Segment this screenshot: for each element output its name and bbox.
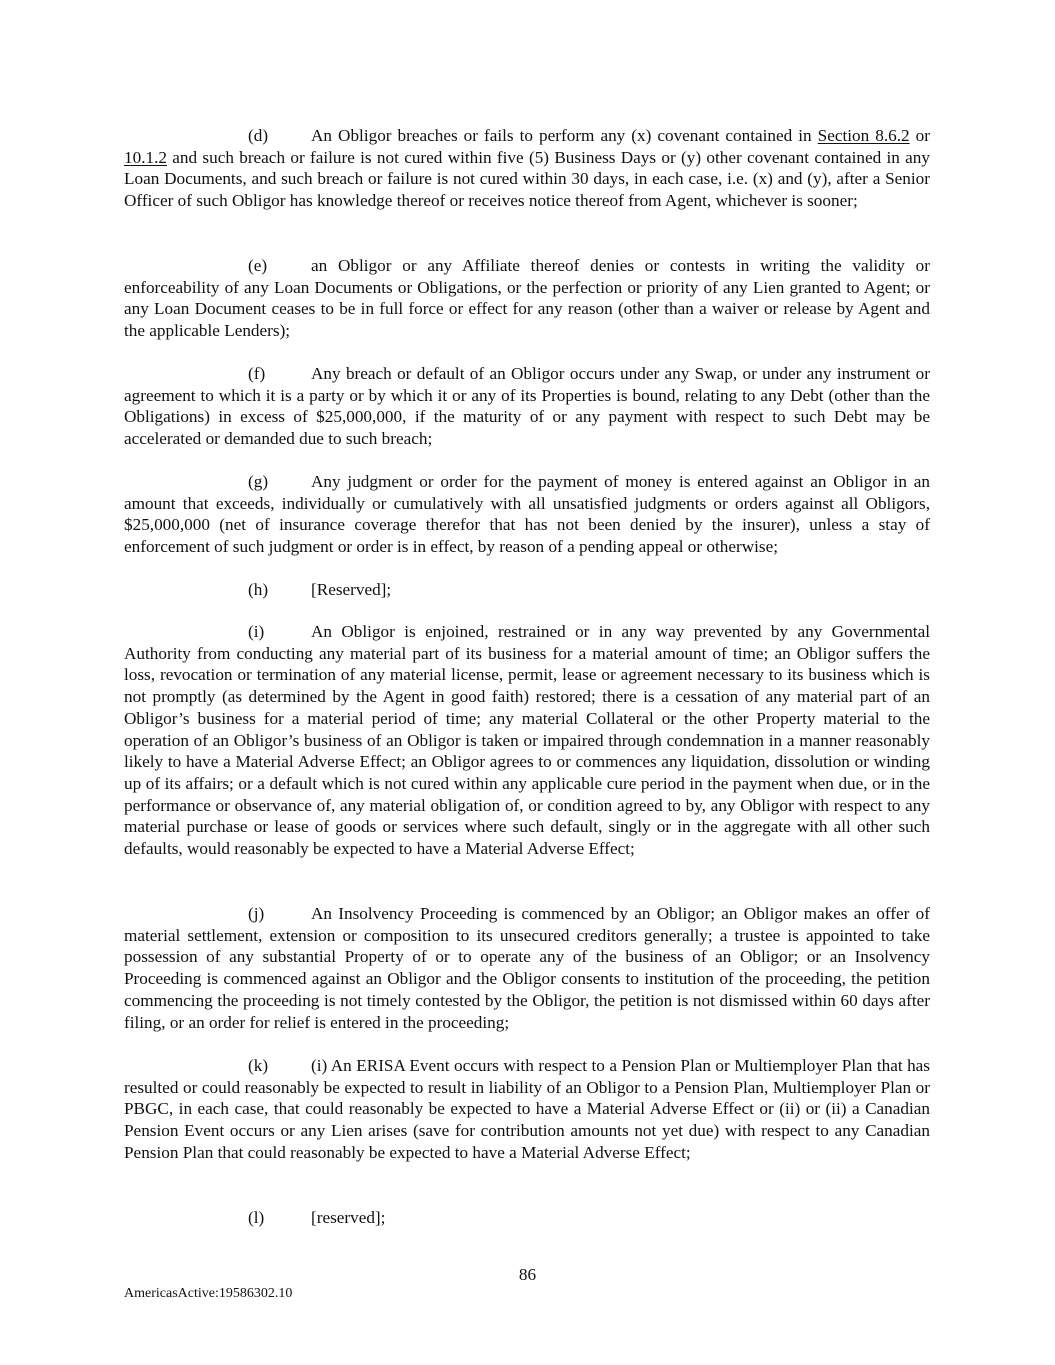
clause-j-text: An Insolvency Proceeding is commenced by an Obligor; an Obligor makes an offer of material settlement, extension or composition to its unsecured creditors generally; a trustee is appointed to take possession of any substantial Property of or to operate any of the business of an Obligor; or an Insolvency Proceeding is commenced against an Obligor and the Obligor consents to institution of the proceeding, the petition commencing the proceeding is not timely contested by the Obligor, the petition is not dismissed within 60 days after filing, or an order for relief is entered in the proceeding; — [124, 904, 930, 1032]
clause-d-text-1: An Obligor breaches or fails to perform any (x) covenant contained in — [311, 126, 818, 145]
clause-f-label: (f) — [248, 364, 266, 383]
clause-d-label: (d) — [248, 126, 269, 145]
section-10-1-2-reference: 10.1.2 — [124, 147, 167, 167]
clause-h-text: [Reserved]; — [311, 580, 392, 599]
clause-l-label: (l) — [248, 1208, 265, 1227]
clause-i-text: An Obligor is enjoined, restrained or in any way prevented by any Governmental Authority from conducting any material part of its business for a material amount of time; an Obligor suffers the loss, revocation or termination of any material license, permit, lease or agreement necessary to its business which is not promptly (as determined by the Agent in good faith) restored; there is a cessation of any material part of an Obligor’s business for a material period of time; any material Collateral or the other Property material to the operation of an Obligor’s business of an Obligor is taken or impaired through condemnation in a manner reasonably likely to have a Material Adverse Effect; an Obligor agrees to or commences any liquidation, dissolution or winding up of its affairs; or a default which is not cured within any applicable cure period in the payment when due, or in the performance or observance of, any material obligation of, or condition agreed to by, any Obligor with respect to any material purchase or lease of goods or services where such default, singly or in the aggregate with all other such defaults, would reasonably be expected to have a Material Adverse Effect; — [124, 622, 930, 859]
clause-j — [124, 903, 930, 1033]
clause-f — [124, 363, 930, 450]
clause-k — [124, 1055, 930, 1164]
clause-k-text: (i) An ERISA Event occurs with respect to a Pension Plan or Multiemployer Plan that has resulted or could reasonably be expected to result in liability of an Obligor to a Pension Plan, Multiemployer Plan or PBGC, in each case, that could reasonably be expected to have a Material Adverse Effect or (ii) or (ii) a Canadian Pension Event occurs or any Lien arises (save for contribution amounts not yet due) with respect to any Canadian Pension Plan that could reasonably be expected to have a Material Adverse Effect; — [124, 1056, 930, 1162]
document-footer-id: AmericasActive:19586302.10 — [124, 1286, 293, 1301]
clause-k-label: (k) — [248, 1056, 269, 1075]
clause-e-text: an Obligor or any Affiliate thereof denies or contests in writing the validity or enforceability of any Loan Documents or Obligations, or the perfection or priority of any Lien granted to Agent; or any Loan Document ceases to be in full force or effect for any reason (other than a waiver or release by Agent and the applicable Lenders); — [124, 256, 930, 341]
clause-i-label: (i) — [248, 622, 265, 641]
clause-e — [124, 255, 930, 342]
clause-i — [124, 621, 930, 860]
clause-l — [248, 1207, 385, 1229]
clause-d-text-2: or — [909, 126, 930, 145]
clause-d — [124, 125, 930, 212]
clause-e-label: (e) — [248, 256, 268, 275]
clause-g — [124, 471, 930, 558]
clause-d-text-3: and such breach or failure is not cured within five (5) Business Days or (y) other covenant contained in any Loan Documents, and such breach or failure is not cured within 30 days, in each case, i.e. (x) and (y), after a Senior Officer of such Obligor has knowledge thereof or receives notice thereof from Agent, whichever is sooner; — [124, 147, 930, 211]
clause-j-label: (j) — [248, 904, 265, 923]
clause-g-label: (g) — [248, 472, 269, 491]
clause-g-text: Any judgment or order for the payment of money is entered against an Obligor in an amount that exceeds, individually or cumulatively with all unsatisfied judgments or orders against all Obligors, $25,000,000 (net of insurance coverage therefor that has not been denied by the insurer), unless a stay of enforcement of such judgment or order is in effect, by reason of a pending appeal or otherwise; — [124, 472, 930, 557]
clause-h-label: (h) — [248, 580, 269, 599]
clause-f-text: Any breach or default of an Obligor occurs under any Swap, or under any instrument or agreement to which it is a party or by which it or any of its Properties is bound, relating to any Debt (other than the Obligations) in excess of $25,000,000, if the maturity of or any payment with respect to such Debt may be accelerated or demanded due to such breach; — [124, 364, 930, 449]
clause-h — [248, 579, 391, 601]
clause-l-text: [reserved]; — [311, 1208, 386, 1227]
section-8-6-2-reference: Section 8.6.2 — [817, 126, 910, 145]
page-number: 86 — [518, 1265, 537, 1284]
